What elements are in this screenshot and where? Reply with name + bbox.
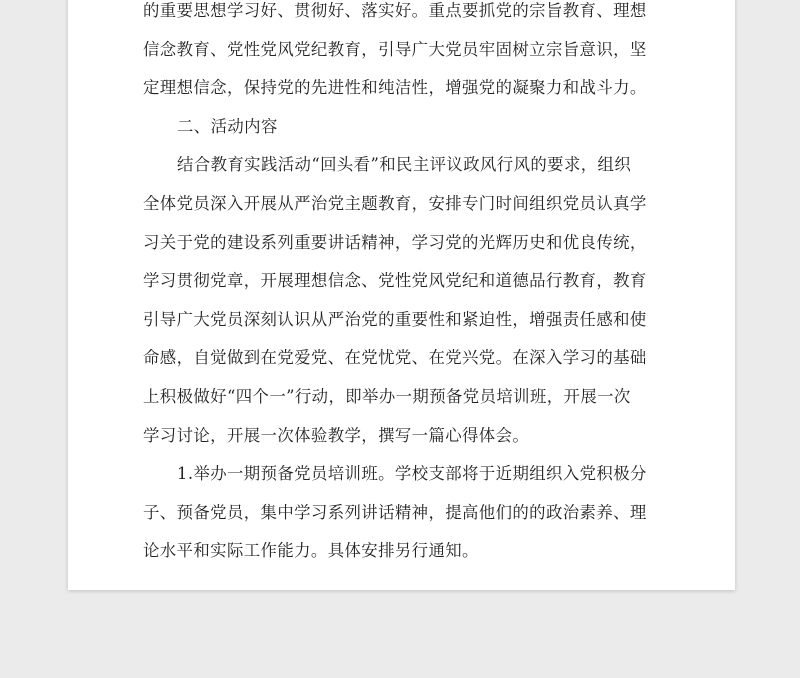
- text-line: 上积极做好“四个一”行动，即举办一期预备党员培训班，开展一次: [143, 386, 631, 406]
- text-line: 论水平和实际工作能力。具体安排另行通知。: [143, 541, 479, 561]
- text-line: 定理想信念，保持党的先进性和纯洁性，增强党的凝聚力和战斗力。: [143, 78, 647, 98]
- text-line: 子、预备党员，集中学习系列讲话精神，提高他们的的政治素养、理: [143, 502, 647, 522]
- text-line: 学习贯彻党章，开展理想信念、党性党风党纪和道德品行教育，教育: [143, 271, 647, 291]
- text-line: 的重要思想学习好、贯彻好、落实好。重点要抓党的宗旨教育、理想: [143, 1, 647, 20]
- text-line: 学习讨论，开展一次体验教学，撰写一篇心得体会。: [143, 425, 530, 445]
- document-page: [68, 0, 735, 590]
- section-heading: 二、活动内容: [177, 116, 278, 136]
- text-line: 全体党员深入开展从严治党主题教育，安排专门时间组织党员认真学: [143, 193, 647, 213]
- text-line: 命感，自觉做到在党爱党、在党忧党、在党兴党。在深入学习的基础: [143, 348, 647, 368]
- text-line: 1.举办一期预备党员培训班。学校支部将于近期组织入党积极分: [177, 464, 647, 484]
- text-line: 习关于党的建设系列重要讲话精神，学习党的光辉历史和优良传统，: [143, 232, 647, 252]
- text-line: 引导广大党员深刻认识从严治党的重要性和紧迫性，增强责任感和使: [143, 309, 647, 329]
- document-body: [143, 0, 663, 571]
- text-line: 信念教育、党性党风党纪教育，引导广大党员牢固树立宗旨意识，坚: [143, 39, 647, 59]
- text-line: 结合教育实践活动“回头看”和民主评议政风行风的要求，组织: [177, 155, 632, 175]
